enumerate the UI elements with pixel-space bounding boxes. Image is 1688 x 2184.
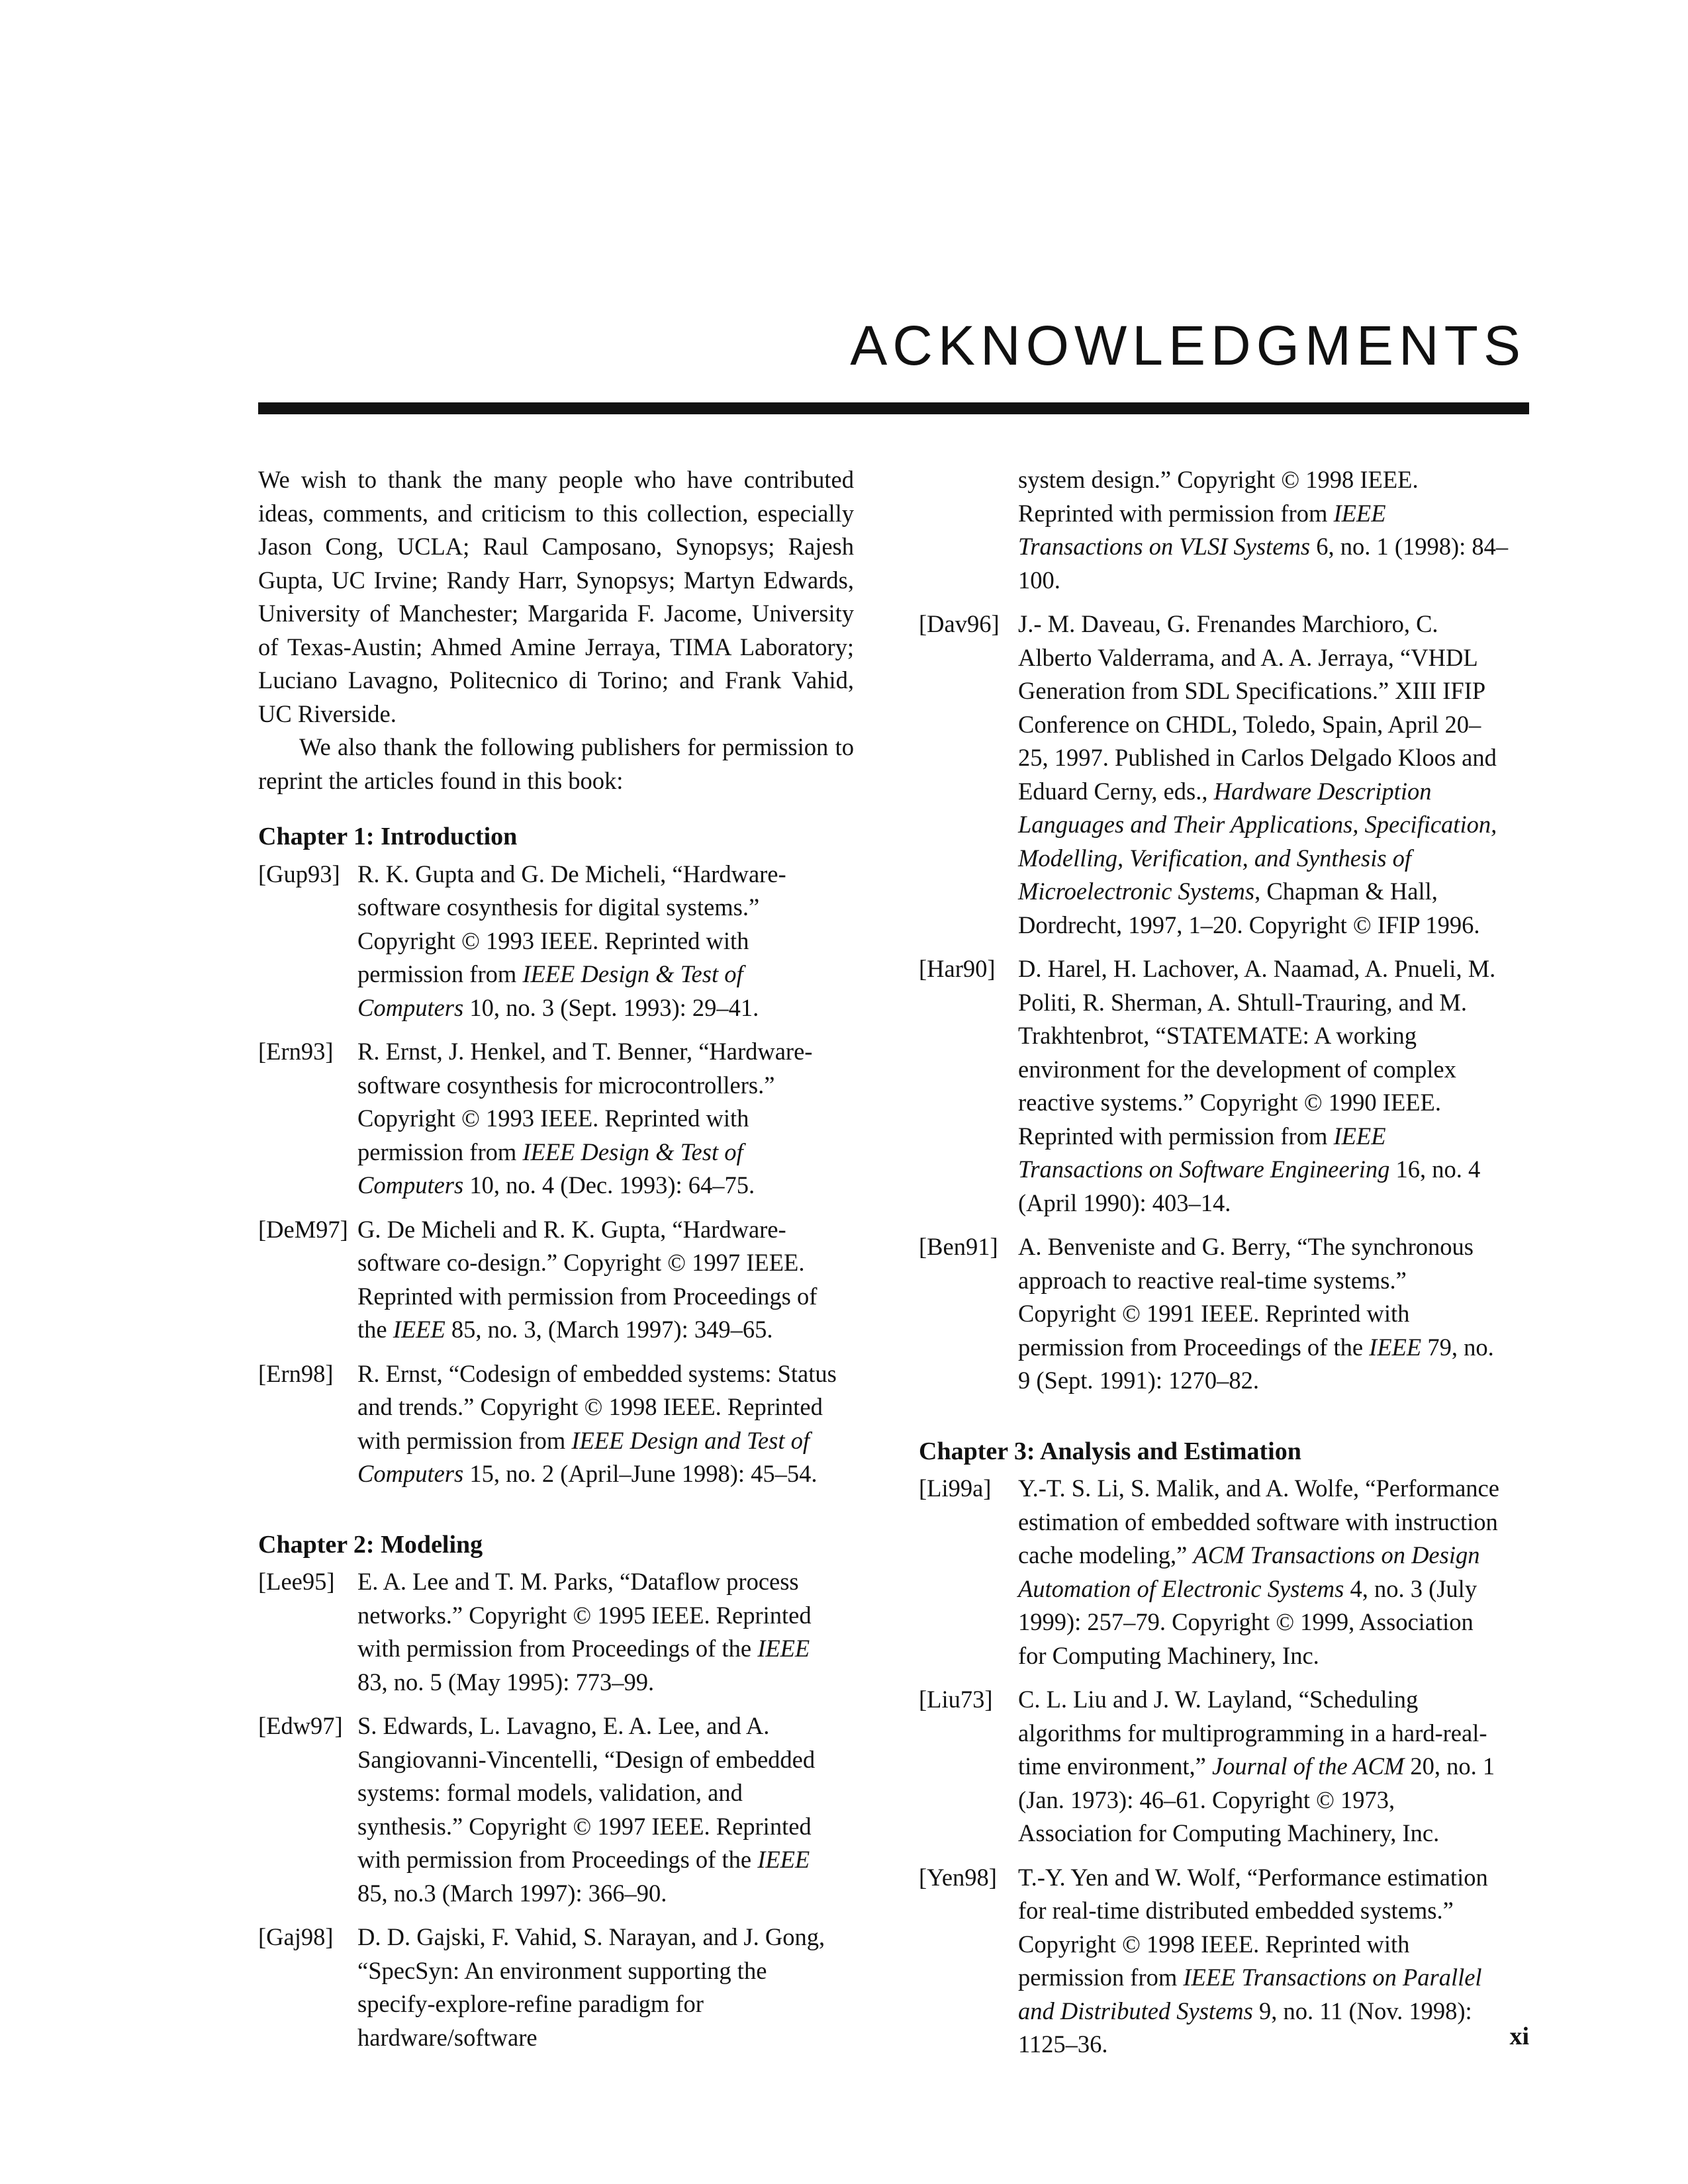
chapter1-heading: Chapter 1: Introduction (258, 823, 518, 850)
title-rule (258, 402, 1529, 414)
reference-text: T.-Y. Yen and W. Wolf, “Performance estimation for real-time distributed embedded systems.” Copyright © 1998 IEEE. Reprinted with permission from IEEE Transactions on Parallel and Distributed Systems 9, no. 11 (Nov. 1998): 1125–36. (1018, 1863, 1488, 2058)
reference-entry (258, 1357, 854, 1491)
left-column (258, 463, 854, 2065)
reference-entry (258, 1565, 854, 1699)
reference-key: [DeM97] (258, 1215, 348, 1243)
reference-entry (919, 1861, 1515, 2062)
reference-text: J.- M. Daveau, G. Frenandes Marchioro, C. Alberto Valderrama, and A. A. Jerraya, “VHDL Generation from SDL Specifications.” XIII IFIP Conference on CHDL, Toledo, Spain, April 20–25, 1997. Published in Carlos Delgado Kloos and Eduard Cerny, eds., Hardware Description Languages and Their Applications, Specification, Modelling, Verification, and Synthesis of Microelectronic Systems, Chapman & Hall, Dordrecht, 1997, 1–20. Copyright © IFIP 1996. (1018, 610, 1497, 938)
reference-text: G. De Micheli and R. K. Gupta, “Hardware-software co-design.” Copyright © 1997 IEEE. Reprinted with permission from Proceedings of the IEEE 85, no. 3, (March 1997): 349–65. (357, 1215, 818, 1343)
reference-key: [Liu73] (919, 1686, 993, 1713)
reference-key: [Dav96] (919, 610, 1000, 637)
reference-entry (919, 1230, 1515, 1398)
reference-key: [Gaj98] (258, 1923, 334, 1950)
reference-text: D. D. Gajski, F. Vahid, S. Narayan, and J. Gong, “SpecSyn: An environment supporting the specify-explore-refine paradigm for hardware/software (357, 1923, 825, 2051)
chapter3-heading: Chapter 3: Analysis and Estimation (919, 1437, 1301, 1465)
publishers-paragraph: We also thank the following publishers for permission to reprint the articles found in this book: (258, 733, 854, 794)
reference-text: Y.-T. S. Li, S. Malik, and A. Wolfe, “Performance estimation of embedded software with instruction cache modeling,” ACM Transactions on Design Automation of Electronic Systems 4, no. 3 (July 1999): 257–79. Copyright © 1999, Association for Computing Machinery, Inc. (1018, 1475, 1499, 1669)
reference-key: [Gup93] (258, 860, 340, 887)
page-number: xi (1509, 2023, 1529, 2050)
reference-continuation: system design.” Copyright © 1998 IEEE. Reprinted with permission from IEEE Transactions on VLSI Systems 6, no. 1 (1998): 84–100. (1018, 466, 1509, 594)
reference-key: [Yen98] (919, 1863, 997, 1891)
reference-text: R. Ernst, “Codesign of embedded systems: Status and trends.” Copyright © 1998 IEEE. Reprinted with permission from IEEE Design and Test of Computers 15, no. 2 (April–June 1998): 45–54. (357, 1359, 837, 1487)
intro-paragraph: We wish to thank the many people who have contributed ideas, comments, and criticism to this collection, especially Jason Cong, UCLA; Raul Camposano, Synopsys; Rajesh Gupta, UC Irvine; Randy Harr, Synopsys; Martyn Edwards, University of Manchester; Margarida F. Jacome, University of Texas-Austin; Ahmed Amine Jerraya, TIMA Laboratory; Luciano Lavagno, Politecnico di Torino; and Frank Vahid, UC Riverside. (258, 466, 854, 727)
reference-entry (258, 1921, 854, 2054)
reference-entry (258, 1709, 854, 1910)
reference-key: [Har90] (919, 955, 996, 982)
reference-entry (919, 1472, 1515, 1672)
reference-text: R. Ernst, J. Henkel, and T. Benner, “Hardware-software cosynthesis for microcontrollers.” Copyright © 1993 IEEE. Reprinted with permission from IEEE Design & Test of Computers 10, no. 4 (Dec. 1993): 64–75. (357, 1038, 813, 1199)
reference-text: E. A. Lee and T. M. Parks, “Dataflow process networks.” Copyright © 1995 IEEE. Reprinted with permission from Proceedings of the IEEE 83, no. 5 (May 1995): 773–99. (357, 1568, 812, 1696)
reference-text: A. Benveniste and G. Berry, “The synchronous approach to reactive real-time systems.” Copyright © 1991 IEEE. Reprinted with permission from Proceedings of the IEEE 79, no. 9 (Sept. 1991): 1270–82. (1018, 1233, 1494, 1394)
reference-text: C. L. Liu and J. W. Layland, “Scheduling algorithms for multiprogramming in a hard-real-time environment,” Journal of the ACM 20, no. 1 (Jan. 1973): 46–61. Copyright © 1973, Association for Computing Machinery, Inc. (1018, 1686, 1495, 1846)
reference-entry (919, 1683, 1515, 1850)
reference-text: R. K. Gupta and G. De Micheli, “Hardware-software cosynthesis for digital systems.” Copyright © 1993 IEEE. Reprinted with permission from IEEE Design & Test of Computers 10, no. 3 (Sept. 1993): 29–41. (357, 860, 786, 1021)
reference-key: [Ern93] (258, 1038, 334, 1065)
reference-key: [Li99a] (919, 1475, 992, 1502)
reference-entry (919, 608, 1515, 942)
reference-text: D. Harel, H. Lachover, A. Naamad, A. Pnueli, M. Politi, R. Sherman, A. Shtull-Trauring, and M. Trakhtenbrot, “STATEMATE: A working environment for the development of complex reactive systems.” Copyright © 1990 IEEE. Reprinted with permission from IEEE Transactions on Software Engineering 16, no. 4 (April 1990): 403–14. (1018, 955, 1496, 1216)
reference-entry (919, 952, 1515, 1220)
page-title: ACKNOWLEDGMENTS (850, 314, 1526, 377)
reference-key: [Ben91] (919, 1233, 998, 1260)
reference-key: [Ern98] (258, 1359, 334, 1387)
right-column (919, 463, 1515, 2072)
reference-text: S. Edwards, L. Lavagno, E. A. Lee, and A. Sangiovanni-Vincentelli, “Design of embedded systems: formal models, validation, and synthesis.” Copyright © 1997 IEEE. Reprinted with permission from Proceedings of the IEEE 85, no.3 (March 1997): 366–90. (357, 1712, 816, 1907)
reference-entry (258, 1213, 854, 1347)
reference-entry (258, 858, 854, 1025)
reference-key: [Lee95] (258, 1568, 335, 1595)
reference-entry (258, 1035, 854, 1203)
chapter2-heading: Chapter 2: Modeling (258, 1530, 483, 1559)
reference-key: [Edw97] (258, 1712, 343, 1739)
